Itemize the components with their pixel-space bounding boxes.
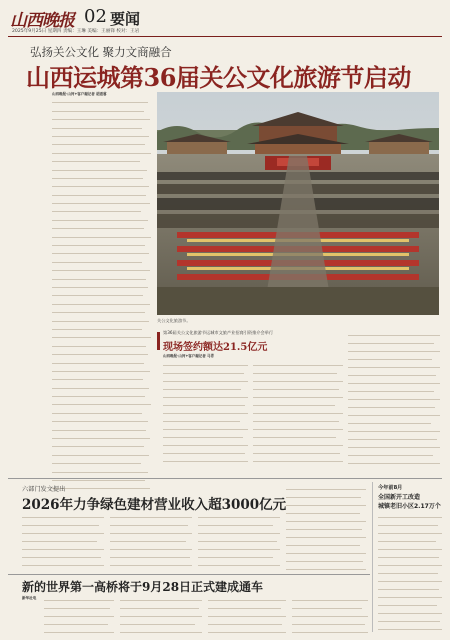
dateline: 2025年9月25日 星期四 责编：王琳 美编：王丽锋 校对：王岩	[12, 29, 140, 34]
side-story-body-col1	[163, 360, 248, 464]
lead-byline: 山西晚报·山河+客户端记者 胡道睿	[52, 92, 107, 96]
mid-story-body-col2	[110, 512, 192, 570]
section-divider	[8, 478, 442, 479]
masthead	[0, 0, 450, 38]
photo-caption: 关公文化旅游节。	[157, 318, 191, 323]
temple-square-photo	[157, 92, 439, 315]
side-story-marker	[157, 332, 160, 350]
mid-story-body-col4	[286, 484, 366, 570]
side-story-body-col2	[253, 360, 343, 464]
right-story-headline-3: 城镇老旧小区2.17万个	[378, 503, 441, 510]
right-story-headline-2: 全国新开工改造	[378, 494, 421, 501]
side-story-byline: 山西晚报·山河+客户端记者 马青	[163, 354, 214, 358]
bottom-story-headline: 新的世界第一高桥将于9月28日正式建成通车	[22, 580, 264, 594]
mid-story-body-col3	[198, 512, 280, 570]
right-story-headline-1: 今年前8月	[378, 485, 403, 491]
masthead-rule	[8, 36, 442, 37]
bottom-story-byline: 新华社电	[22, 596, 37, 600]
lead-body	[52, 92, 152, 492]
side-story-body-col3	[348, 330, 440, 464]
right-column-divider	[372, 482, 373, 632]
right-story-body	[378, 512, 442, 632]
mid-story-kicker: 六部门发文提出	[22, 486, 66, 493]
bottom-divider	[8, 574, 370, 575]
mid-story-headline: 2026年力争绿色建材营业收入超3000亿元	[22, 497, 287, 513]
side-story	[157, 330, 442, 470]
lead-photo	[157, 92, 439, 315]
section-title: 要闻	[110, 10, 141, 28]
bottom-story-body-col1	[44, 595, 114, 635]
lead-body-text	[52, 97, 152, 492]
lead-headline: 山西运城第36届关公文化旅游节启动	[26, 63, 411, 92]
bottom-story-body-col3	[208, 595, 286, 635]
masthead-logo: 山西晚报	[10, 11, 74, 31]
page-number: 02	[84, 6, 107, 27]
bottom-story-body-col2	[120, 595, 202, 635]
lead-kicker: 弘扬关公文化 聚力文商融合	[30, 45, 172, 59]
side-story-kicker: 第36届关公文化旅游节运城市文旅产业招商引资推介会举行	[163, 330, 274, 335]
side-story-headline: 现场签约额达21.5亿元	[163, 342, 268, 353]
bottom-story-body-col4	[292, 595, 368, 635]
mid-story-body-col1	[22, 512, 104, 570]
